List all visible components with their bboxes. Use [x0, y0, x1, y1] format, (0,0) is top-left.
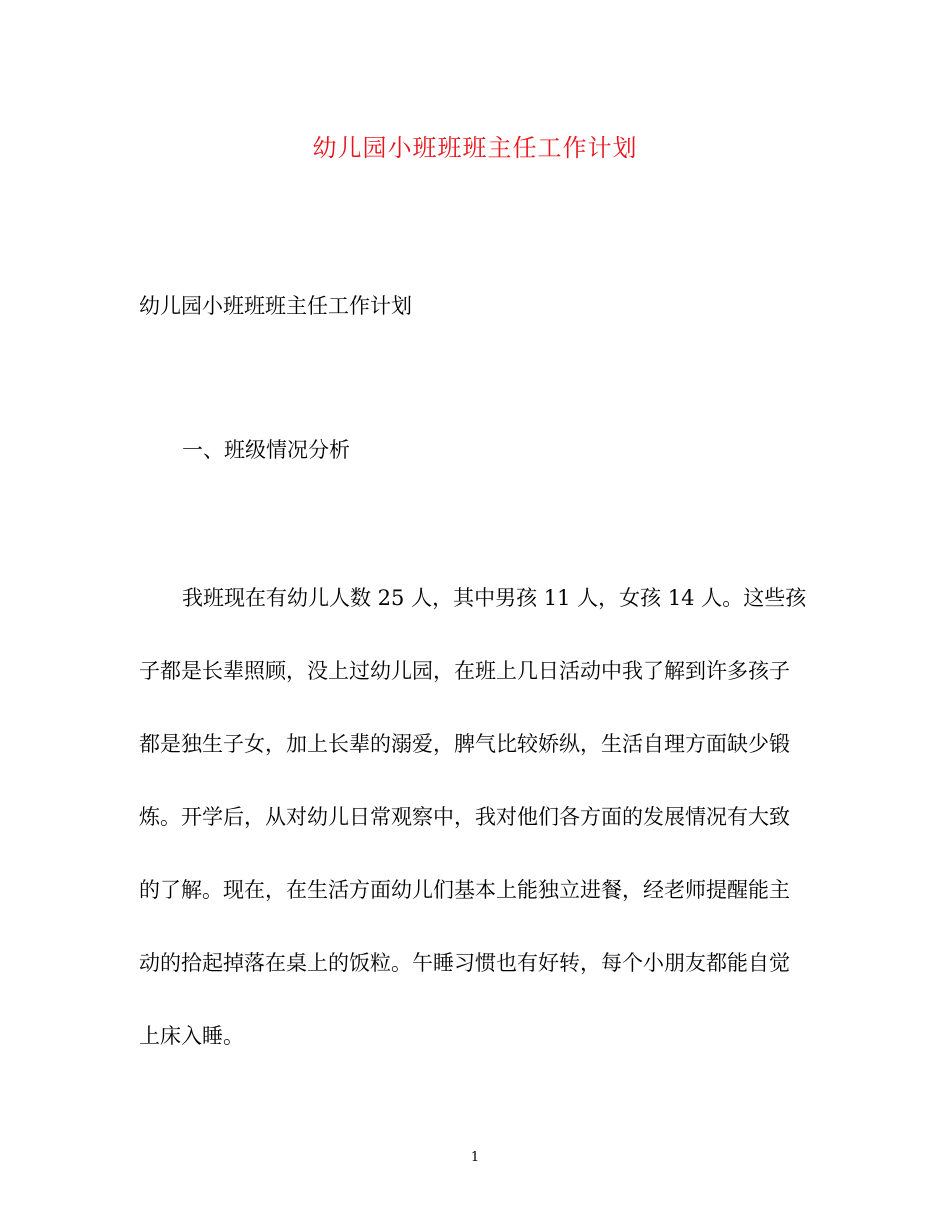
paragraph-line: 炼。开学后，从对幼儿日常观察中，我对他们各方面的发展情况有大致 — [139, 805, 790, 829]
paragraph-line: 上床入睡。 — [139, 1024, 244, 1048]
document-title: 幼儿园小班班班主任工作计划 — [312, 134, 638, 162]
paragraph-line: 子都是长辈照顾，没上过幼儿园，在班上几日活动中我了解到许多孩子 — [139, 659, 790, 683]
paragraph-line: 我班现在有幼儿人数 25 人，其中男孩 11 人，女孩 14 人。这些孩 — [182, 586, 807, 610]
paragraph-line: 的了解。现在，在生活方面幼儿们基本上能独立进餐，经老师提醒能主 — [139, 878, 790, 902]
paragraph-line: 都是独生子女，加上长辈的溺爱，脾气比较娇纵，生活自理方面缺少锻 — [139, 732, 790, 756]
section-heading: 一、班级情况分析 — [182, 438, 350, 462]
paragraph-line: 动的拾起掉落在桌上的饭粒。午睡习惯也有好转，每个小朋友都能自觉 — [139, 951, 790, 975]
page-number: 1 — [470, 1150, 480, 1165]
document-subtitle: 幼儿园小班班班主任工作计划 — [139, 294, 412, 318]
